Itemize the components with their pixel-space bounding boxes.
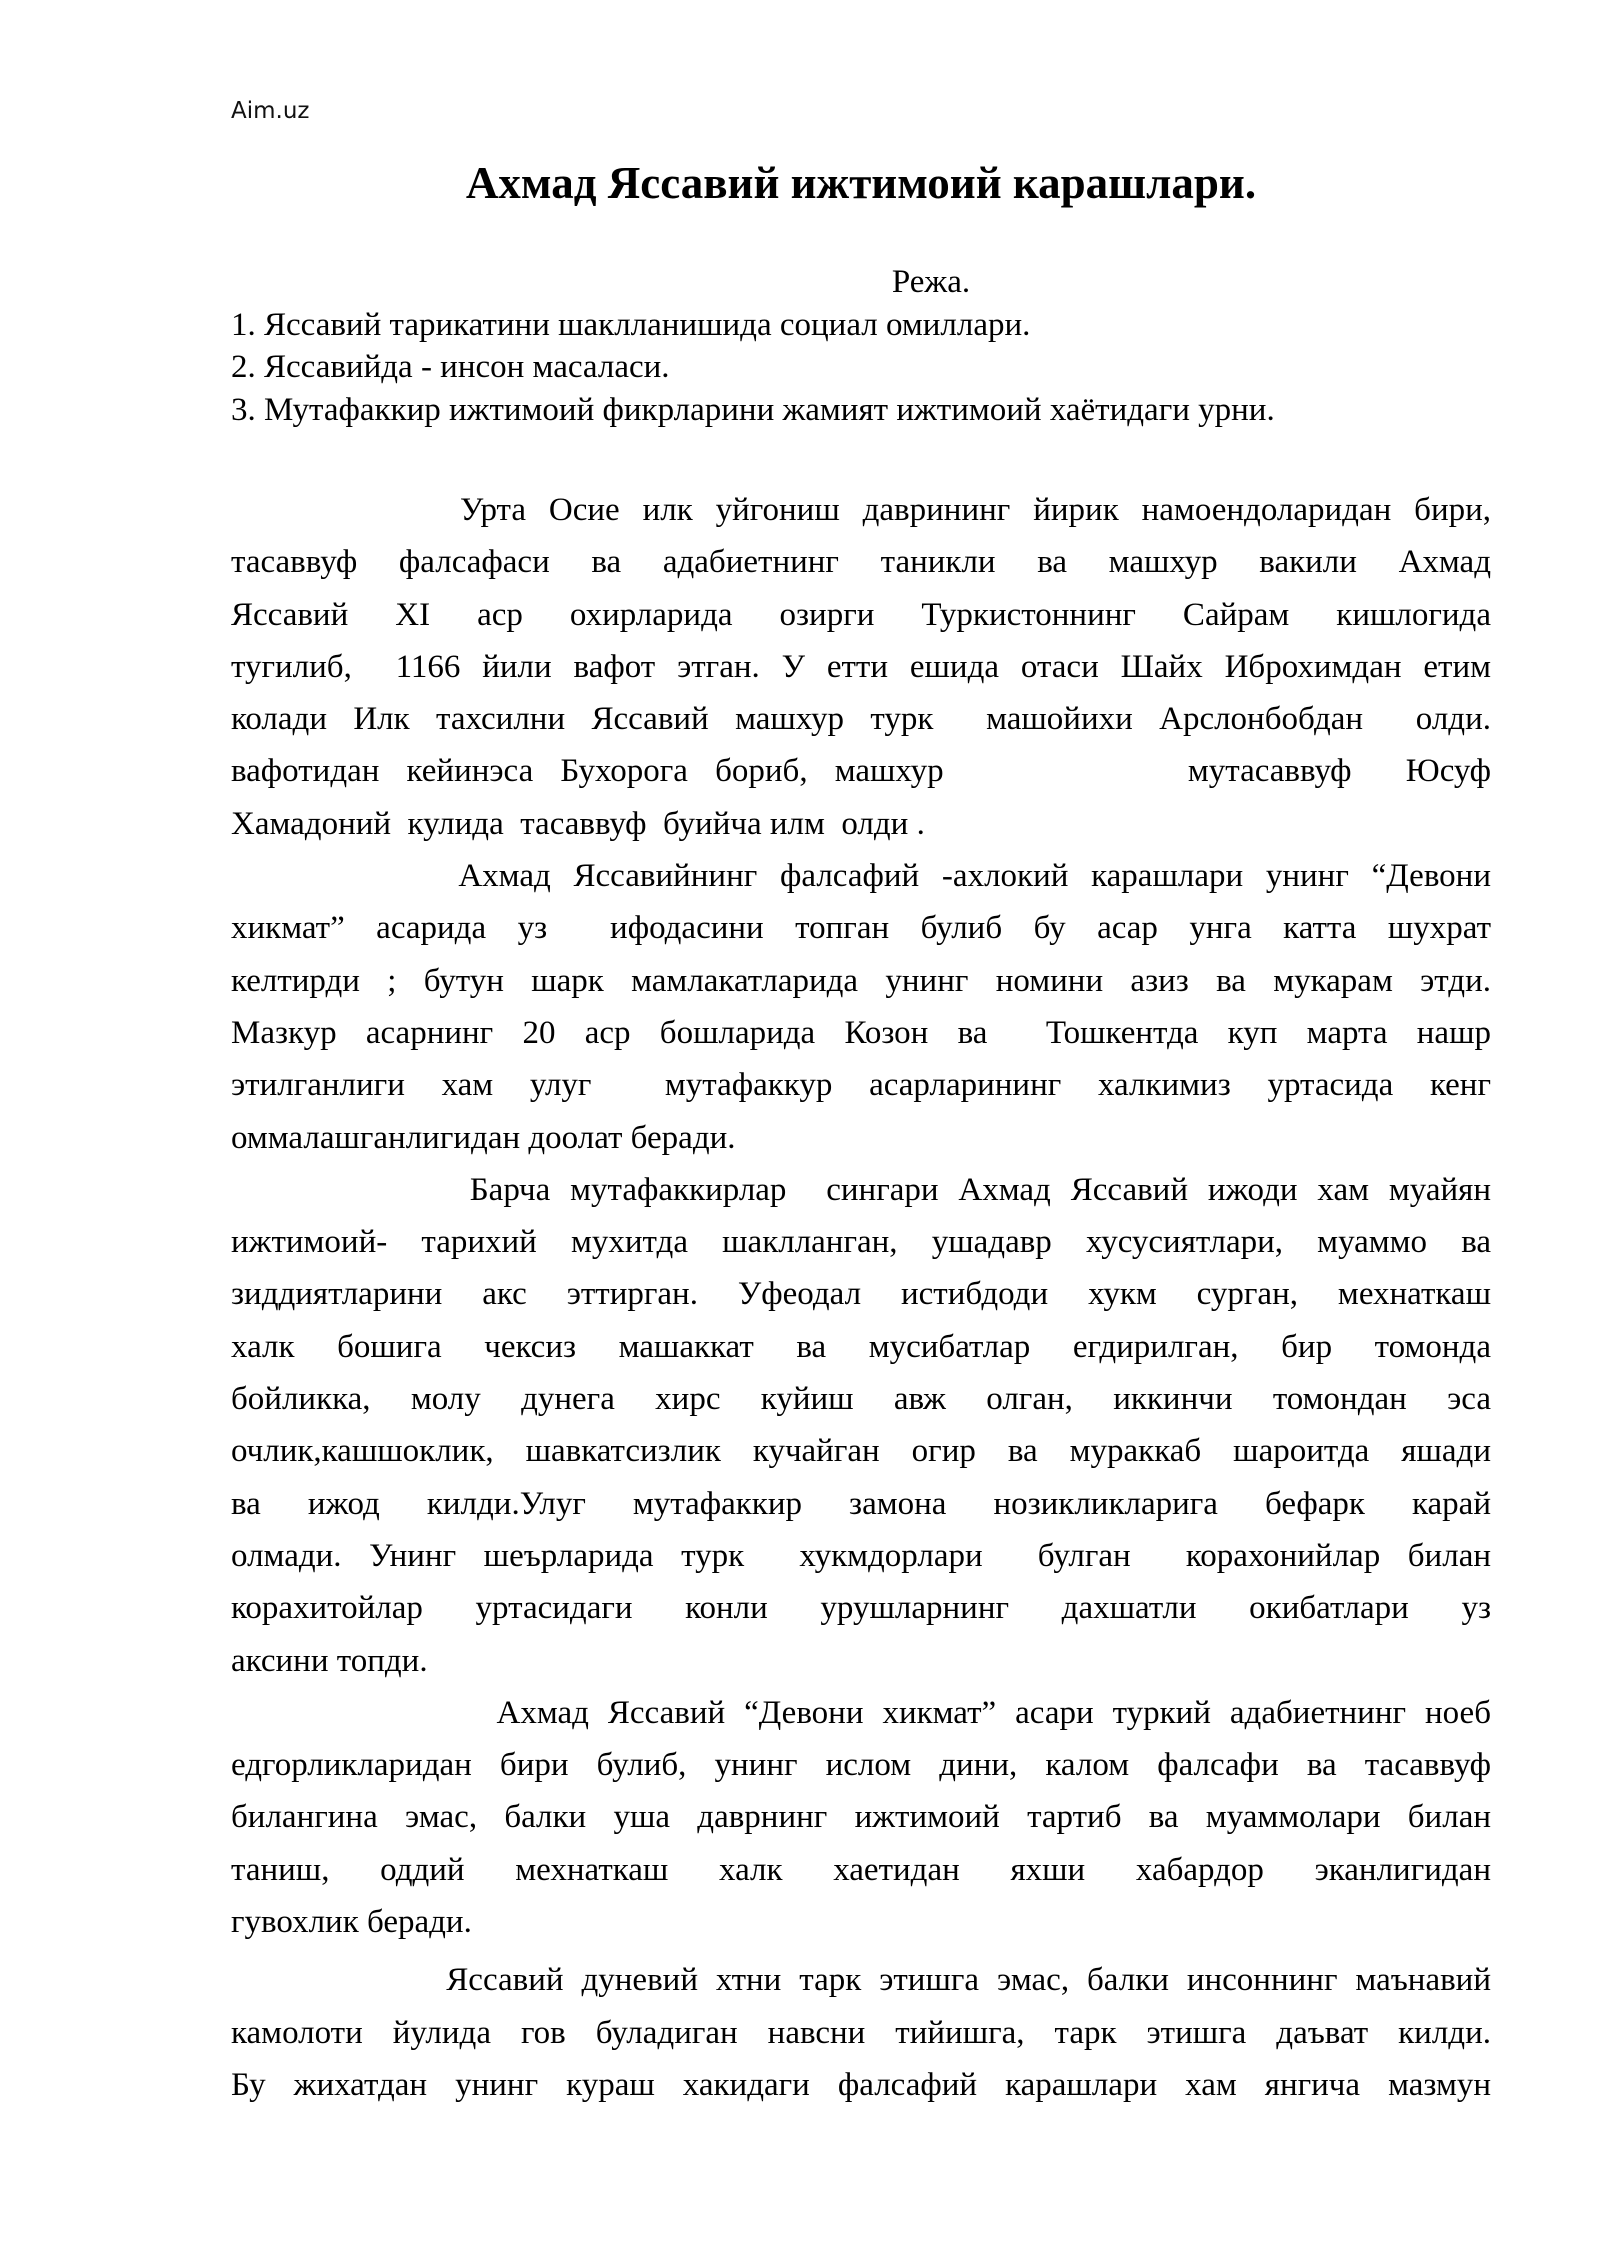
paragraph-line: камолоти йулида гов буладиган навсни тийишга, тарк этишга даъват килди. — [231, 2014, 1491, 2051]
paragraph-line: тасаввуф фалсафаси ва адабиетнинг таникли ва машхур вакили Ахмад — [231, 544, 1491, 581]
plan-item: 3. Мутафаккир ижтимоий фикрларини жамият ижтимоий хаётидаги урни. — [231, 391, 1275, 428]
paragraph-line: Яссавий XI аср охирларида озирги Туркистоннинг Сайрам кишлогида — [231, 596, 1491, 633]
paragraph-line: едгорликларидан бири булиб, унинг ислом дини, калом фалсафи ва тасаввуф — [231, 1747, 1491, 1784]
paragraph-line: колади Илк тахсилни Яссавий машхур турк машойихи Арслонбобдан олди. — [231, 701, 1491, 738]
paragraph-line: этилганлиги хам улуг мутафаккур асарларининг халкимиз уртасида кенг — [231, 1067, 1491, 1104]
plan-item: 1. Яссавий тарикатини шаклланишида социал омиллари. — [231, 306, 1031, 343]
paragraph-line: хикмат” асарида уз ифодасини топган булиб бу асар унга катта шухрат — [231, 910, 1491, 947]
paragraph-line: зиддиятларини акс эттирган. Уфеодал истибдоди хукм сурган, мехнаткаш — [231, 1276, 1491, 1313]
paragraph-line: Бу жихатдан унинг кураш хакидаги фалсафий карашлари хам янгича мазмун — [231, 2066, 1491, 2103]
paragraph-line: ва ижод килди.Улуг мутафаккир замона нозикликларига бефарк карай — [231, 1485, 1491, 1522]
paragraph-line: билангина эмас, балки уша даврнинг ижтимоий тартиб ва муаммолари билан — [231, 1799, 1491, 1836]
paragraph-line: халк бошига чексиз машаккат ва мусибатлар егдирилган, бир томонда — [231, 1328, 1491, 1365]
paragraph-line: Хамадоний кулида тасаввуф буийча илм олди . — [231, 805, 925, 842]
paragraph-line: олмади. Унинг шеърларида турк хукмдорлари булган корахонийлар билан — [231, 1537, 1491, 1574]
paragraph-line: бойликка, молу дунега хирс куйиш авж олган, иккинчи томондан эса — [231, 1381, 1491, 1418]
paragraph-line: вафотидан кейинэса Бухорога бориб, машхур мутасаввуф Юсуф — [231, 753, 1491, 790]
paragraph-2 — [231, 850, 1491, 1164]
paragraph-line: Яссавий дуневий хтни тарк этишга эмас, балки инсоннинг маънавий — [231, 1962, 1491, 1999]
paragraph-line: аксини топди. — [231, 1642, 428, 1679]
paragraph-line: Мазкур асарнинг 20 аср бошларида Козон ва Тошкентда куп марта нашр — [231, 1014, 1491, 1051]
paragraph-4 — [231, 1687, 1491, 1948]
paragraph-line: тугилиб, 1166 йили вафот этган. У етти ешида отаси Шайх Иброхимдан етим — [231, 648, 1491, 685]
paragraph-line: Урта Осие илк уйгониш даврининг йирик намоендоларидан бири, — [231, 492, 1492, 528]
paragraph-line: ижтимоий- тарихий мухитда шаклланган, ушадавр хусусиятлари, муаммо ва — [231, 1224, 1491, 1261]
paragraph-line: Барча мутафаккирлар сингари Ахмад Яссавий ижоди хам муайян — [231, 1171, 1492, 1208]
plan-item: 2. Яссавийда - инсон масаласи. — [231, 349, 670, 385]
site-header: Aim.uz — [231, 98, 310, 124]
paragraph-line: Ахмад Яссавийнинг фалсафий -ахлокий карашлари унинг “Девони — [231, 858, 1491, 895]
paragraph-line: таниш, оддий мехнаткаш халк хаетидан яхши хабардор эканлигидан — [231, 1851, 1491, 1888]
document-body — [231, 484, 1491, 2111]
paragraph-line: очлик,кашшоклик, шавкатсизлик кучайган огир ва мураккаб шароитда яшади — [231, 1433, 1491, 1470]
paragraph-line: корахитойлар уртасидаги конли урушларнинг дахшатли окибатлари уз — [231, 1590, 1491, 1627]
plan-section — [231, 261, 1491, 431]
paragraph-line: Ахмад Яссавий “Девони хикмат” асари туркий адабиетнинг ноеб — [231, 1694, 1491, 1731]
paragraph-3 — [231, 1164, 1491, 1687]
plan-heading: Режа. — [891, 264, 971, 300]
paragraph-1 — [231, 484, 1491, 850]
paragraph-line: гувохлик беради. — [231, 1904, 472, 1941]
paragraph-5 — [231, 1954, 1491, 2111]
paragraph-line: келтирди ; бутун шарк мамлакатларида унинг номини азиз ва мукарам этди. — [231, 962, 1491, 999]
paragraph-line: оммалашганлигидан доолат беради. — [231, 1119, 736, 1156]
document-title: Ахмад Яссавий ижтимоий карашлари. — [465, 158, 1257, 208]
